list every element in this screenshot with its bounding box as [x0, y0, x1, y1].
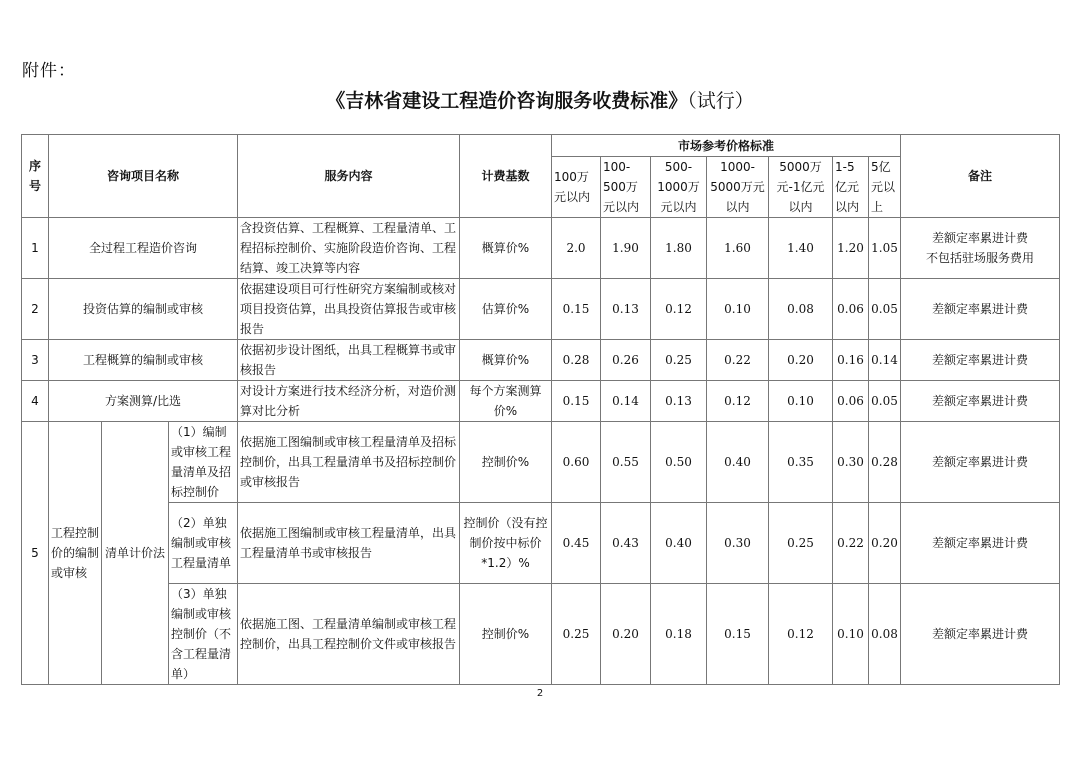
- row-seq: 5: [22, 422, 49, 685]
- rate-cell: 0.10: [707, 279, 769, 340]
- rate-cell: 0.45: [552, 503, 601, 584]
- row-note: 差额定率累进计费: [901, 584, 1060, 685]
- row-service: 依据施工图编制或审核工程量清单，出具工程量清单书或审核报告: [238, 503, 460, 584]
- rate-cell: 0.05: [869, 279, 901, 340]
- row-basis: 每个方案测算价%: [460, 381, 552, 422]
- rate-cell: 0.10: [769, 381, 833, 422]
- rate-cell: 0.43: [601, 503, 651, 584]
- header-band: 1000-5000万元以内: [707, 157, 769, 218]
- row-name: 工程概算的编制或审核: [49, 340, 238, 381]
- header-band: 100万元以内: [552, 157, 601, 218]
- rate-cell: 0.25: [552, 584, 601, 685]
- row-basis: 估算价%: [460, 279, 552, 340]
- rate-cell: 0.08: [769, 279, 833, 340]
- table-row: [22, 218, 1060, 279]
- table-row: [22, 503, 1060, 584]
- row-service: 依据初步设计图纸，出具工程概算书或审核报告: [238, 340, 460, 381]
- rate-cell: 0.50: [651, 422, 707, 503]
- row-seq: 2: [22, 279, 49, 340]
- attachment-label: 附件：: [22, 61, 76, 81]
- header-service: 服务内容: [238, 135, 460, 218]
- document-title: 《吉林省建设工程造价咨询服务收费标准》（试行）: [326, 90, 754, 112]
- row-name: 全过程工程造价咨询: [49, 218, 238, 279]
- row-service: 依据施工图编制或审核工程量清单及招标控制价，出具工程量清单书及招标控制价或审核报告: [238, 422, 460, 503]
- rate-cell: 0.16: [833, 340, 869, 381]
- row-note: 差额定率累进计费: [901, 340, 1060, 381]
- table-row: [22, 381, 1060, 422]
- rate-cell: 0.20: [869, 503, 901, 584]
- header-band: 500-1000万元以内: [651, 157, 707, 218]
- table-row: [22, 279, 1060, 340]
- rate-cell: 0.40: [651, 503, 707, 584]
- row-basis: 控制价%: [460, 422, 552, 503]
- header-band: 5亿元以上: [869, 157, 901, 218]
- rate-cell: 0.10: [833, 584, 869, 685]
- row-note: 差额定率累进计费: [901, 422, 1060, 503]
- rate-cell: 0.28: [552, 340, 601, 381]
- rate-cell: 0.28: [869, 422, 901, 503]
- header-note: 备注: [901, 135, 1060, 218]
- rate-cell: 0.26: [601, 340, 651, 381]
- header-item-name: 咨询项目名称: [49, 135, 238, 218]
- rate-cell: 0.30: [833, 422, 869, 503]
- rate-cell: 1.05: [869, 218, 901, 279]
- rate-cell: 0.06: [833, 381, 869, 422]
- rate-cell: 0.06: [833, 279, 869, 340]
- rate-cell: 0.20: [601, 584, 651, 685]
- row-name: 投资估算的编制或审核: [49, 279, 238, 340]
- row-service: 依据施工图、工程量清单编制或审核工程控制价，出具工程控制价文件或审核报告: [238, 584, 460, 685]
- row-name: 方案测算/比选: [49, 381, 238, 422]
- row-note: 差额定率累进计费: [901, 279, 1060, 340]
- rate-cell: 0.12: [651, 279, 707, 340]
- rate-cell: 0.13: [601, 279, 651, 340]
- row-seq: 1: [22, 218, 49, 279]
- method-name: 清单计价法: [102, 422, 169, 685]
- rate-cell: 1.90: [601, 218, 651, 279]
- rate-cell: 0.22: [833, 503, 869, 584]
- header-band: 5000万元-1亿元以内: [769, 157, 833, 218]
- rate-cell: 0.14: [869, 340, 901, 381]
- rate-cell: 0.05: [869, 381, 901, 422]
- rate-cell: 0.22: [707, 340, 769, 381]
- rate-cell: 1.20: [833, 218, 869, 279]
- sub-item-name: （3）单独编制或审核控制价（不含工程量清单）: [169, 584, 238, 685]
- rate-cell: 0.20: [769, 340, 833, 381]
- table-row: [22, 584, 1060, 685]
- rate-cell: 0.08: [869, 584, 901, 685]
- header-basis: 计费基数: [460, 135, 552, 218]
- rate-cell: 0.12: [707, 381, 769, 422]
- table-row: [22, 422, 1060, 503]
- rate-cell: 0.35: [769, 422, 833, 503]
- sub-item-name: （2）单独编制或审核工程量清单: [169, 503, 238, 584]
- header-band: 100-500万元以内: [601, 157, 651, 218]
- row-seq: 4: [22, 381, 49, 422]
- rate-cell: 0.25: [651, 340, 707, 381]
- row-basis: 概算价%: [460, 218, 552, 279]
- rate-cell: 1.60: [707, 218, 769, 279]
- rate-cell: 0.60: [552, 422, 601, 503]
- header-band: 1-5亿元以内: [833, 157, 869, 218]
- row-service: 含投资估算、工程概算、工程量清单、工程招标控制价、实施阶段造价咨询、工程结算、竣工决算等内容: [238, 218, 460, 279]
- row-service: 对设计方案进行技术经济分析，对造价测算对比分析: [238, 381, 460, 422]
- rate-cell: 0.15: [552, 279, 601, 340]
- row-note: 差额定率累进计费 不包括驻场服务费用: [901, 218, 1060, 279]
- rate-cell: 2.0: [552, 218, 601, 279]
- rate-cell: 0.18: [651, 584, 707, 685]
- group-name: 工程控制价的编制或审核: [49, 422, 102, 685]
- row-note: 差额定率累进计费: [901, 503, 1060, 584]
- row-seq: 3: [22, 340, 49, 381]
- sub-item-name: （1）编制或审核工程量清单及招标控制价: [169, 422, 238, 503]
- rate-cell: 1.40: [769, 218, 833, 279]
- table-row: [22, 340, 1060, 381]
- rate-cell: 0.15: [707, 584, 769, 685]
- fee-standard-table: [21, 134, 1060, 685]
- row-basis: 概算价%: [460, 340, 552, 381]
- rate-cell: 0.40: [707, 422, 769, 503]
- header-market: 市场参考价格标准: [552, 135, 901, 157]
- row-basis: 控制价（没有控制价按中标价*1.2）%: [460, 503, 552, 584]
- page-number: 2: [536, 688, 544, 699]
- row-note: 差额定率累进计费: [901, 381, 1060, 422]
- rate-cell: 0.12: [769, 584, 833, 685]
- rate-cell: 0.25: [769, 503, 833, 584]
- rate-cell: 1.80: [651, 218, 707, 279]
- rate-cell: 0.30: [707, 503, 769, 584]
- row-basis: 控制价%: [460, 584, 552, 685]
- rate-cell: 0.13: [651, 381, 707, 422]
- rate-cell: 0.15: [552, 381, 601, 422]
- rate-cell: 0.14: [601, 381, 651, 422]
- rate-cell: 0.55: [601, 422, 651, 503]
- header-seq: 序号: [22, 135, 49, 218]
- row-service: 依据建设项目可行性研究方案编制或核对项目投资估算，出具投资估算报告或审核报告: [238, 279, 460, 340]
